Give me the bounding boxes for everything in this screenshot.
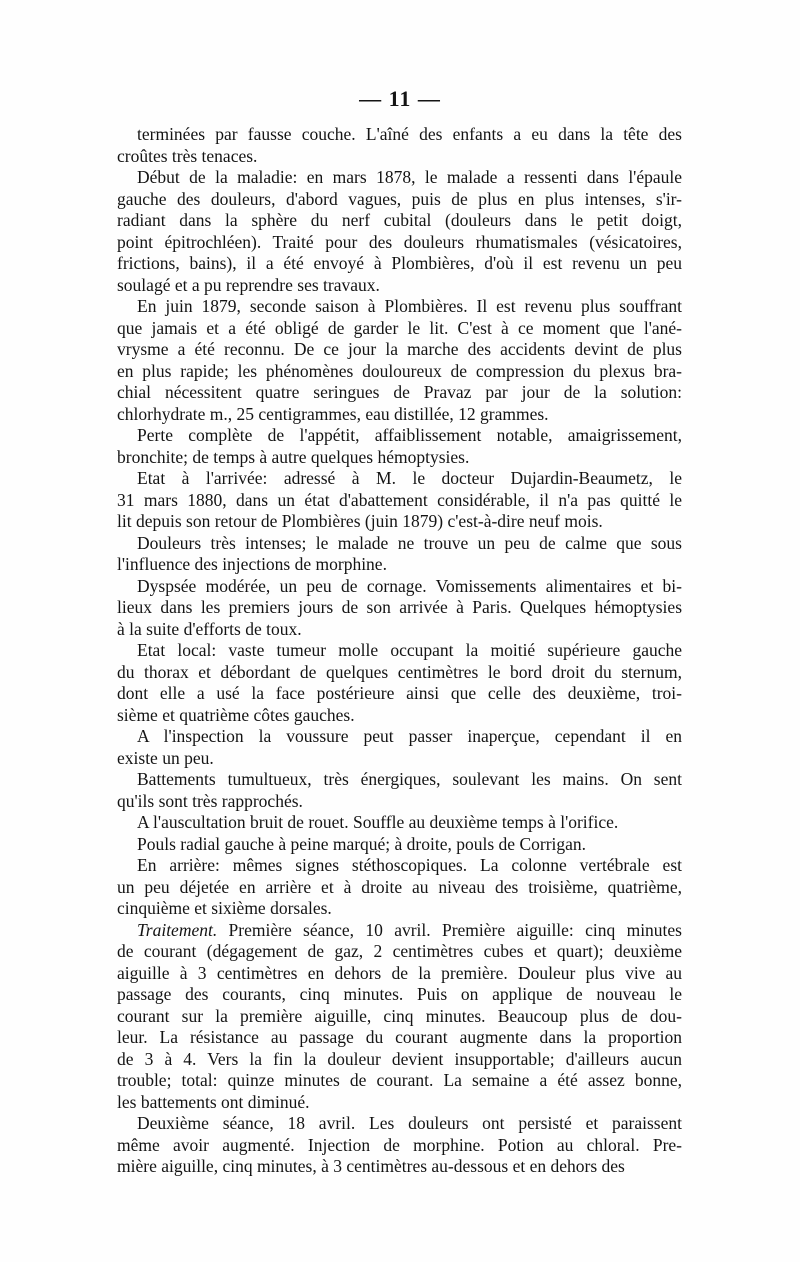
line-text: radiant dans la sphère du nerf cubital (douleurs dans le petit doigt, xyxy=(117,210,682,230)
line-text: passage des courants, cinq minutes. Puis on applique de nouveau le xyxy=(117,984,682,1004)
body-text xyxy=(117,124,682,1178)
text-line xyxy=(117,920,682,942)
line-text: Etat local: vaste tumeur molle occupant la moitié supérieure gauche xyxy=(137,640,682,660)
line-text: frictions, bains), il a été envoyé à Plombières, d'où il est revenu un peu xyxy=(117,253,682,273)
text-line xyxy=(117,898,682,920)
line-text: soulagé et a pu reprendre ses travaux. xyxy=(117,274,380,295)
text-line xyxy=(117,1113,682,1135)
line-text: que jamais et a été obligé de garder le lit. C'est à ce moment que l'ané- xyxy=(117,317,682,338)
text-line xyxy=(117,855,682,877)
text-line xyxy=(117,1027,682,1049)
line-text: en plus rapide; les phénomènes douloureux de compression du plexus bra- xyxy=(117,360,682,381)
text-line xyxy=(117,232,682,254)
line-text: dont elle a usé la face postérieure ainsi que celle des deuxième, troi- xyxy=(117,683,682,703)
text-line xyxy=(117,189,682,211)
line-text: Douleurs très intenses; le malade ne trouve un peu de calme que sous xyxy=(137,532,682,553)
text-line xyxy=(117,554,682,576)
text-line xyxy=(117,167,682,189)
line-text: croûtes très tenaces. xyxy=(117,145,258,166)
text-line xyxy=(117,1156,682,1178)
text-line xyxy=(117,425,682,447)
text-line xyxy=(117,511,682,533)
line-text: terminées par fausse couche. L'aîné des enfants a eu dans la tête des xyxy=(137,124,682,144)
text-line xyxy=(117,941,682,963)
line-text: Perte complète de l'appétit, affaiblissement notable, amaigrissement, xyxy=(137,425,682,445)
text-line xyxy=(117,361,682,383)
line-text: Etat à l'arrivée: adressé à M. le docteur Dujardin-Beaumetz, le xyxy=(137,468,682,488)
text-line xyxy=(117,576,682,598)
line-text: mière aiguille, cinq minutes, à 3 centimètres au-dessous et en dehors des xyxy=(117,1156,625,1176)
paragraph-lead: Traitement. xyxy=(137,919,218,940)
text-line xyxy=(117,834,682,856)
line-text: courant sur la première aiguille, cinq minutes. Beaucoup plus de dou- xyxy=(117,1005,682,1026)
line-text: de 3 à 4. Vers la fin la douleur devient insupportable; d'ailleurs aucun xyxy=(117,1048,682,1069)
line-text: En arrière: mêmes signes stéthoscopiques. La colonne vertébrale est xyxy=(137,855,682,875)
line-text: gauche des douleurs, d'abord vagues, puis de plus en plus intenses, s'ir- xyxy=(117,188,682,209)
line-text: un peu déjetée en arrière et à droite au niveau des troisième, quatrième, xyxy=(117,876,682,897)
line-text: A l'auscultation bruit de rouet. Souffle au deuxième temps à l'orifice. xyxy=(137,812,619,832)
line-text: à la suite d'efforts de toux. xyxy=(117,618,302,639)
text-line xyxy=(117,662,682,684)
line-text: qu'ils sont très rapprochés. xyxy=(117,790,303,811)
text-line xyxy=(117,447,682,469)
line-text: Première séance, 10 avril. Première aiguille: cinq minutes xyxy=(217,919,682,940)
text-line xyxy=(117,124,682,146)
line-text: vrysme a été reconnu. De ce jour la marche des accidents devint de plus xyxy=(117,339,682,359)
text-line xyxy=(117,1049,682,1071)
text-line xyxy=(117,705,682,727)
text-line xyxy=(117,640,682,662)
text-line xyxy=(117,683,682,705)
line-text: En juin 1879, seconde saison à Plombières. Il est revenu plus souffrant xyxy=(137,296,682,316)
text-line xyxy=(117,210,682,232)
text-line xyxy=(117,1135,682,1157)
text-line xyxy=(117,769,682,791)
line-text: chial nécessitent quatre seringues de Pravaz par jour de la solution: xyxy=(117,382,682,402)
line-text: cinquième et sixième dorsales. xyxy=(117,898,332,918)
line-text: Dyspsée modérée, un peu de cornage. Vomissements alimentaires et bi- xyxy=(137,575,682,596)
line-text: chlorhydrate m., 25 centigrammes, eau distillée, 12 grammes. xyxy=(117,403,549,424)
line-text: Pouls radial gauche à peine marqué; à droite, pouls de Corrigan. xyxy=(137,833,587,854)
text-line xyxy=(117,812,682,834)
line-text: leur. La résistance au passage du courant augmente dans la proportion xyxy=(117,1027,682,1047)
line-text: du thorax et débordant de quelques centimètres le bord droit du sternum, xyxy=(117,661,682,682)
line-text: même avoir augmenté. Injection de morphine. Potion au chloral. Pre- xyxy=(117,1134,682,1155)
line-text: A l'inspection la voussure peut passer inaperçue, cependant il en xyxy=(137,726,682,746)
text-line xyxy=(117,533,682,555)
line-text: sième et quatrième côtes gauches. xyxy=(117,704,355,725)
text-line xyxy=(117,275,682,297)
text-line xyxy=(117,984,682,1006)
line-text: 31 mars 1880, dans un état d'abattement considérable, il n'a pas quitté le xyxy=(117,489,682,510)
text-line xyxy=(117,877,682,899)
line-text: existe un peu. xyxy=(117,747,214,768)
text-line xyxy=(117,318,682,340)
text-line xyxy=(117,963,682,985)
line-text: aiguille à 3 centimètres en dehors de la première. Douleur plus vive au xyxy=(117,962,682,983)
text-line xyxy=(117,468,682,490)
text-line xyxy=(117,597,682,619)
line-text: de courant (dégagement de gaz, 2 centimètres cubes et quart); deuxième xyxy=(117,941,682,961)
line-text: point épitrochléen). Traité pour des douleurs rhumatismales (vésicatoires, xyxy=(117,231,682,252)
line-text: l'influence des injections de morphine. xyxy=(117,554,387,574)
page-number: — 11 — xyxy=(359,86,441,111)
text-line xyxy=(117,726,682,748)
text-line xyxy=(117,1092,682,1114)
text-line xyxy=(117,490,682,512)
text-line xyxy=(117,1006,682,1028)
line-text: Deuxième séance, 18 avril. Les douleurs ont persisté et paraissent xyxy=(137,1113,682,1133)
text-line xyxy=(117,146,682,168)
text-line xyxy=(117,253,682,275)
text-line xyxy=(117,619,682,641)
text-line xyxy=(117,748,682,770)
line-text: Battements tumultueux, très énergiques, soulevant les mains. On sent xyxy=(137,769,682,789)
line-text: Début de la maladie: en mars 1878, le malade a ressenti dans l'épaule xyxy=(137,167,682,187)
line-text: lit depuis son retour de Plombières (juin 1879) c'est-à-dire neuf mois. xyxy=(117,511,603,531)
line-text: bronchite; de temps à autre quelques hémoptysies. xyxy=(117,446,470,467)
text-line xyxy=(117,382,682,404)
line-text: trouble; total: quinze minutes de courant. La semaine a été assez bonne, xyxy=(117,1070,682,1090)
line-text: les battements ont diminué. xyxy=(117,1091,310,1112)
line-text: lieux dans les premiers jours de son arrivée à Paris. Quelques hémoptysies xyxy=(117,597,682,617)
text-line xyxy=(117,404,682,426)
text-line xyxy=(117,1070,682,1092)
text-line xyxy=(117,339,682,361)
text-line xyxy=(117,296,682,318)
text-line xyxy=(117,791,682,813)
